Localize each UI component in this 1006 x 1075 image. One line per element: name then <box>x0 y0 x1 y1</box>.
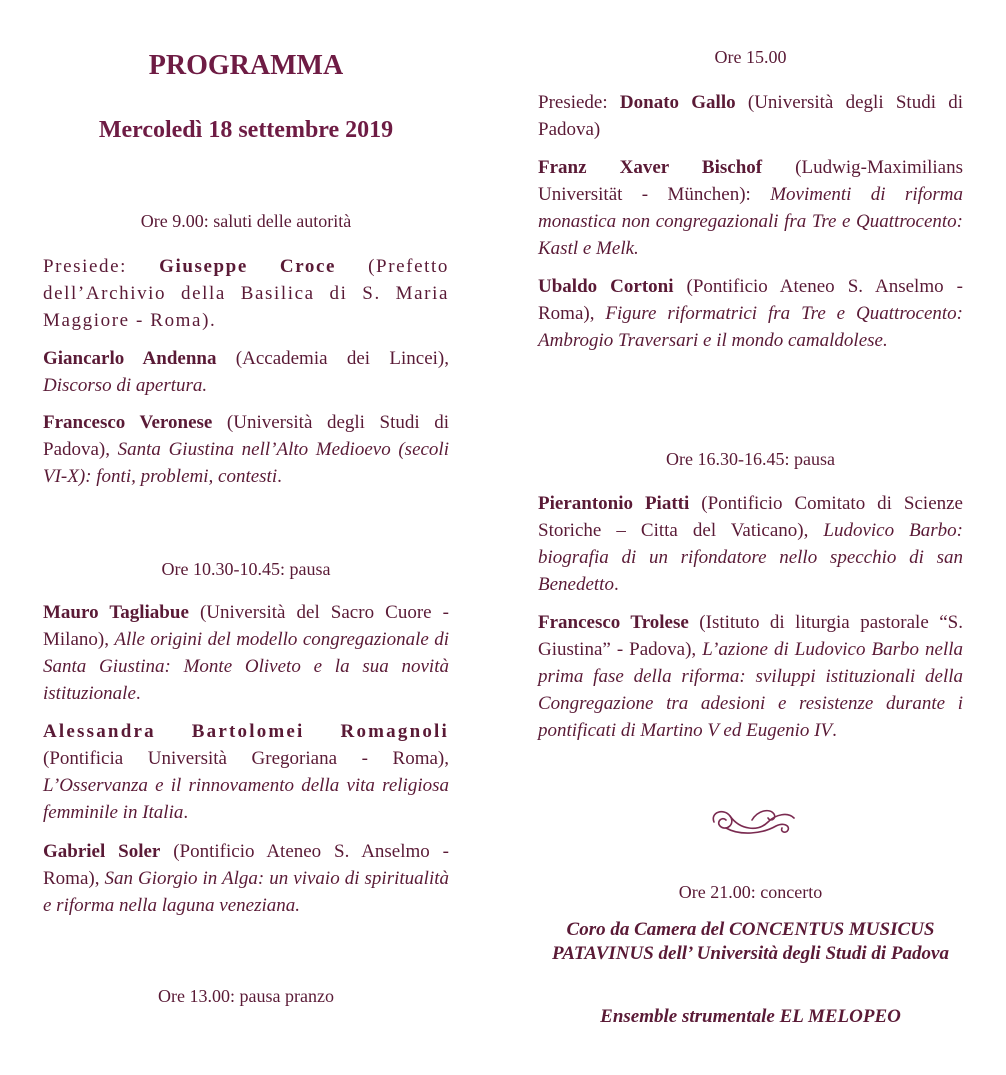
concert-ensemble: Ensemble strumentale EL MELOPEO <box>600 1006 901 1027</box>
flourish-ornament-icon <box>706 800 798 840</box>
time-slot-lunch: Ore 13.00: pausa pranzo <box>158 986 334 1006</box>
time-slot-afternoon-break: Ore 16.30-16.45: pausa <box>666 449 835 469</box>
time-slot-afternoon: Ore 15.00 <box>714 47 787 67</box>
program-date: Mercoledì 18 settembre 2019 <box>98 117 394 143</box>
time-slot-concert: Ore 21.00: concerto <box>678 882 823 902</box>
program-entry-piatti: Pierantonio Piatti (Pontificio Comitato di Scienze Storiche – Citta del Vaticano), Ludovico Barbo: biografia di un rifondatore nello specchio di san Benedetto. <box>538 493 963 595</box>
program-entry-trolese: Francesco Trolese (Istituto di liturgia pastorale “S. Giustina” - Padova), L’azione di Ludovico Barbo nella prima fase della riforma: sviluppi istituzionali della Congregazione tra adesioni e resistenze durante i pontificati di Martino V ed Eugenio IV. <box>538 612 963 741</box>
concert-performers: Coro da Camera del CONCENTUS MUSICUS PATAVINUS dell’ Università degli Studi di Padova <box>552 919 949 964</box>
program-entry-bartolomei: Alessandra Bartolomei Romagnoli (Pontificia Università Gregoriana - Roma), L’Osservanza e il rinnovamento della vita religiosa femminile in Italia. <box>43 721 449 823</box>
program-entry-bischof: Franz Xaver Bischof (Ludwig-Maximilians Universität - München): Movimenti di riforma monastica non congregazionali fra Tre e Quattrocento: Kastl e Melk. <box>538 157 963 259</box>
program-entry-soler: Gabriel Soler (Pontificio Ateneo S. Anselmo - Roma), San Giorgio in Alga: un vivaio di spiritualità e riforma nella laguna veneziana. <box>43 841 449 916</box>
program-entry-cortoni: Ubaldo Cortoni (Pontificio Ateneo S. Anselmo - Roma), Figure riformatrici fra Tre e Quattrocento: Ambrogio Traversari e il mondo camaldolese. <box>538 276 963 351</box>
page-title: PROGRAMMA <box>148 50 344 81</box>
time-slot-opening: Ore 9.00: saluti delle autorità <box>140 211 352 231</box>
program-entry-chair-afternoon: Presiede: Donato Gallo (Università degli Studi di Padova) <box>538 92 964 140</box>
program-entry-andenna: Giancarlo Andenna (Accademia dei Lincei), Discorso di apertura. <box>43 348 449 396</box>
program-entry-chair-morning: Presiede: Giuseppe Croce (Prefetto dell’Archivio della Basilica di S. Maria Maggiore - Roma). <box>43 256 449 331</box>
time-slot-morning-break: Ore 10.30-10.45: pausa <box>161 559 331 579</box>
program-entry-tagliabue: Mauro Tagliabue (Università del Sacro Cuore - Milano), Alle origini del modello congregazionale di Santa Giustina: Monte Oliveto e la sua novità istituzionale. <box>43 602 449 704</box>
program-entry-veronese: Francesco Veronese (Università degli Studi di Padova), Santa Giustina nell’Alto Medioevo (secoli VI-X): fonti, problemi, contesti. <box>43 412 449 487</box>
